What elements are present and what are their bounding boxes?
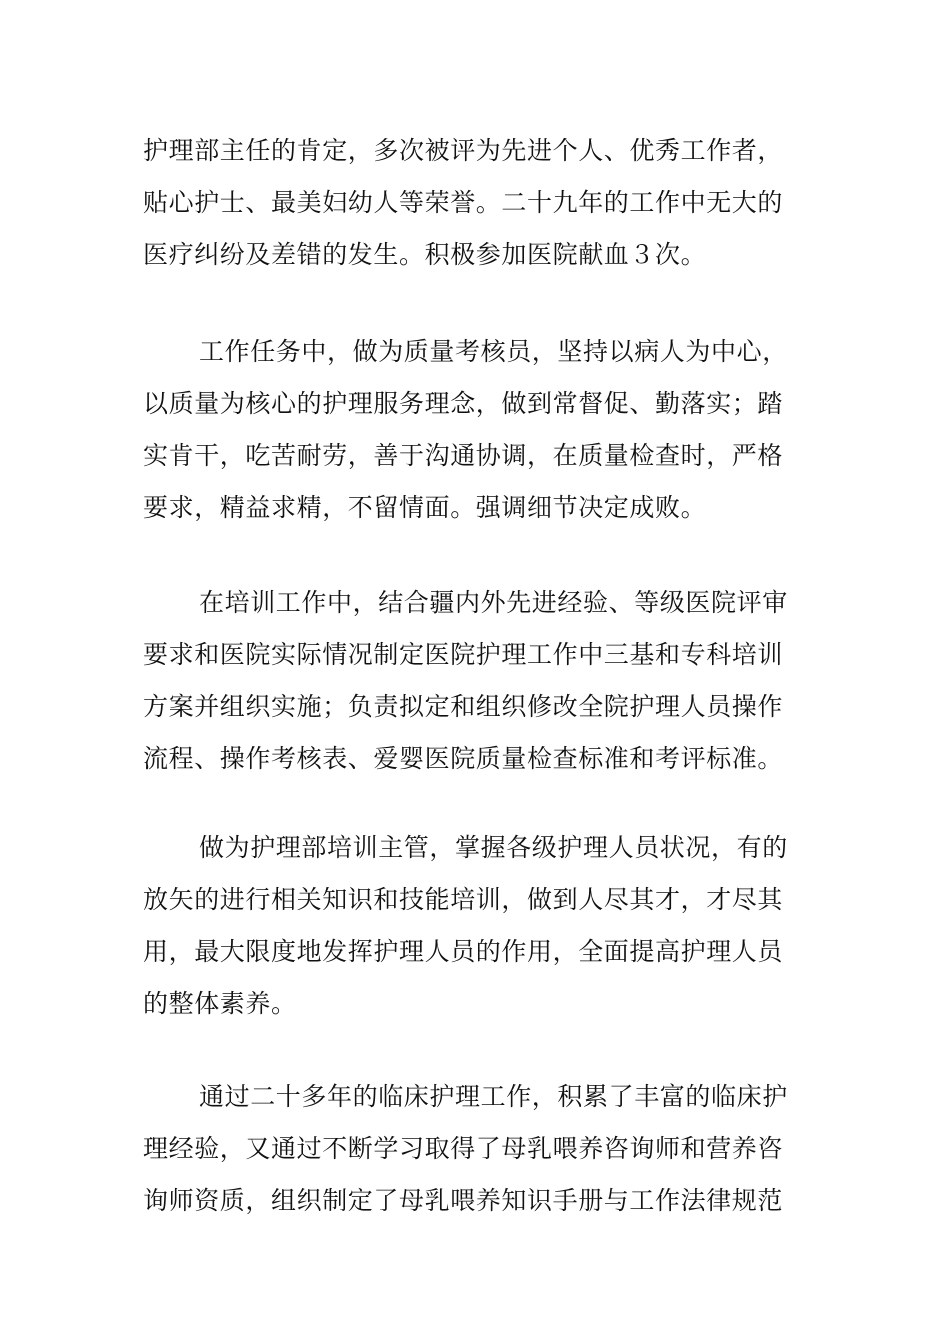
paragraph-4	[143, 822, 823, 1030]
text-line: 贴心护士、最美妇幼人等荣誉。二十九年的工作中无大的	[143, 188, 784, 217]
text-line: 在培训工作中，结合疆内外先进经验、等级医院评审	[199, 588, 788, 617]
text-line: 方案并组织实施；负责拟定和组织修改全院护理人员操作	[143, 692, 784, 721]
paragraph-3	[143, 577, 823, 785]
text-line: 工作任务中，做为质量考核员，坚持以病人为中心，	[199, 337, 788, 366]
text-line: 以质量为核心的护理服务理念，做到常督促、勤落实；踏	[143, 389, 784, 418]
paragraph-5	[143, 1071, 823, 1227]
text-line: 通过二十多年的临床护理工作，积累了丰富的临床护	[199, 1082, 788, 1111]
paragraph-1	[143, 125, 823, 281]
text-line: 要求，精益求精，不留情面。强调细节决定成败。	[143, 493, 707, 522]
text-line: 要求和医院实际情况制定医院护理工作中三基和专科培训	[143, 640, 784, 669]
text-line: 理经验，又通过不断学习取得了母乳喂养咨询师和营养咨	[143, 1134, 784, 1163]
text-line: 护理部主任的肯定，多次被评为先进个人、优秀工作者，	[143, 136, 784, 165]
text-line: 实肯干，吃苦耐劳，善于沟通协调，在质量检查时，严格	[143, 441, 784, 470]
text-line: 流程、操作考核表、爱婴医院质量检查标准和考评标准。	[143, 744, 784, 773]
text-line: 用，最大限度地发挥护理人员的作用，全面提高护理人员	[143, 937, 784, 966]
text-line: 医疗纠纷及差错的发生。积极参加医院献血３次。	[143, 240, 707, 269]
text-line: 询师资质，组织制定了母乳喂养知识手册与工作法律规范	[143, 1186, 784, 1215]
text-line: 做为护理部培训主管，掌握各级护理人员状况，有的	[199, 833, 788, 862]
text-line: 放矢的进行相关知识和技能培训，做到人尽其才，才尽其	[143, 885, 784, 914]
text-line: 的整体素养。	[143, 989, 297, 1018]
paragraph-2	[143, 326, 823, 534]
